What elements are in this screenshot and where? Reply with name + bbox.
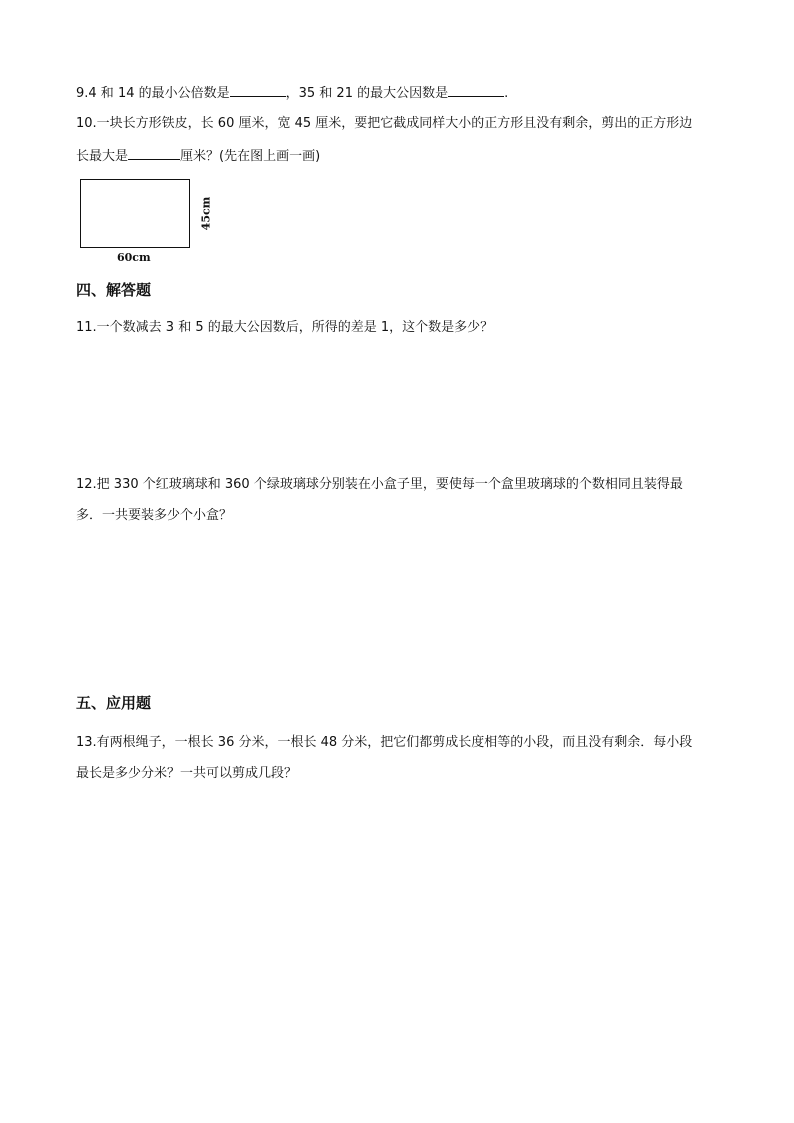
question-9 bbox=[76, 84, 508, 102]
rectangle-figure bbox=[80, 179, 190, 248]
q9-answer-blank-2[interactable] bbox=[448, 84, 504, 97]
question-13-line-1: 13.有两根绳子，一根长 36 分米，一根长 48 分米，把它们都剪成长度相等的小段，而且没有剩余．每小段 bbox=[76, 735, 693, 750]
question-10-line-1: 10.一块长方形铁皮，长 60 厘米，宽 45 厘米，要把它截成同样大小的正方形且没有剩余，剪出的正方形边 bbox=[76, 116, 693, 131]
q9-text-part1: 9.4 和 14 的最小公倍数是 bbox=[76, 86, 230, 101]
q10-text-end: 厘米？(先在图上画一画) bbox=[180, 149, 321, 164]
q9-text-part2: ，35 和 21 的最大公因数是 bbox=[285, 86, 449, 101]
question-12-line-2: 多．一共要装多少个小盒？ bbox=[76, 508, 233, 523]
figure-width-label: 60cm bbox=[117, 251, 151, 264]
question-12-line-1: 12.把 330 个红玻璃球和 360 个绿玻璃球分别装在小盒子里，要使每一个盒里玻璃球的个数相同且装得最 bbox=[76, 477, 683, 492]
section-5-title: 五、应用题 bbox=[76, 694, 152, 712]
question-11: 11.一个数减去 3 和 5 的最大公因数后，所得的差是 1，这个数是多少？ bbox=[76, 320, 494, 335]
q9-answer-blank-1[interactable] bbox=[230, 84, 286, 97]
q10-text-start: 长最大是 bbox=[76, 149, 129, 164]
figure-height-label: 45cm bbox=[199, 196, 213, 231]
q10-answer-blank[interactable] bbox=[128, 147, 180, 160]
q9-text-end: . bbox=[504, 86, 509, 101]
question-10-line-2 bbox=[76, 147, 320, 165]
section-4-title: 四、解答题 bbox=[76, 281, 152, 299]
question-13-line-2: 最长是多少分米？一共可以剪成几段？ bbox=[76, 766, 298, 781]
